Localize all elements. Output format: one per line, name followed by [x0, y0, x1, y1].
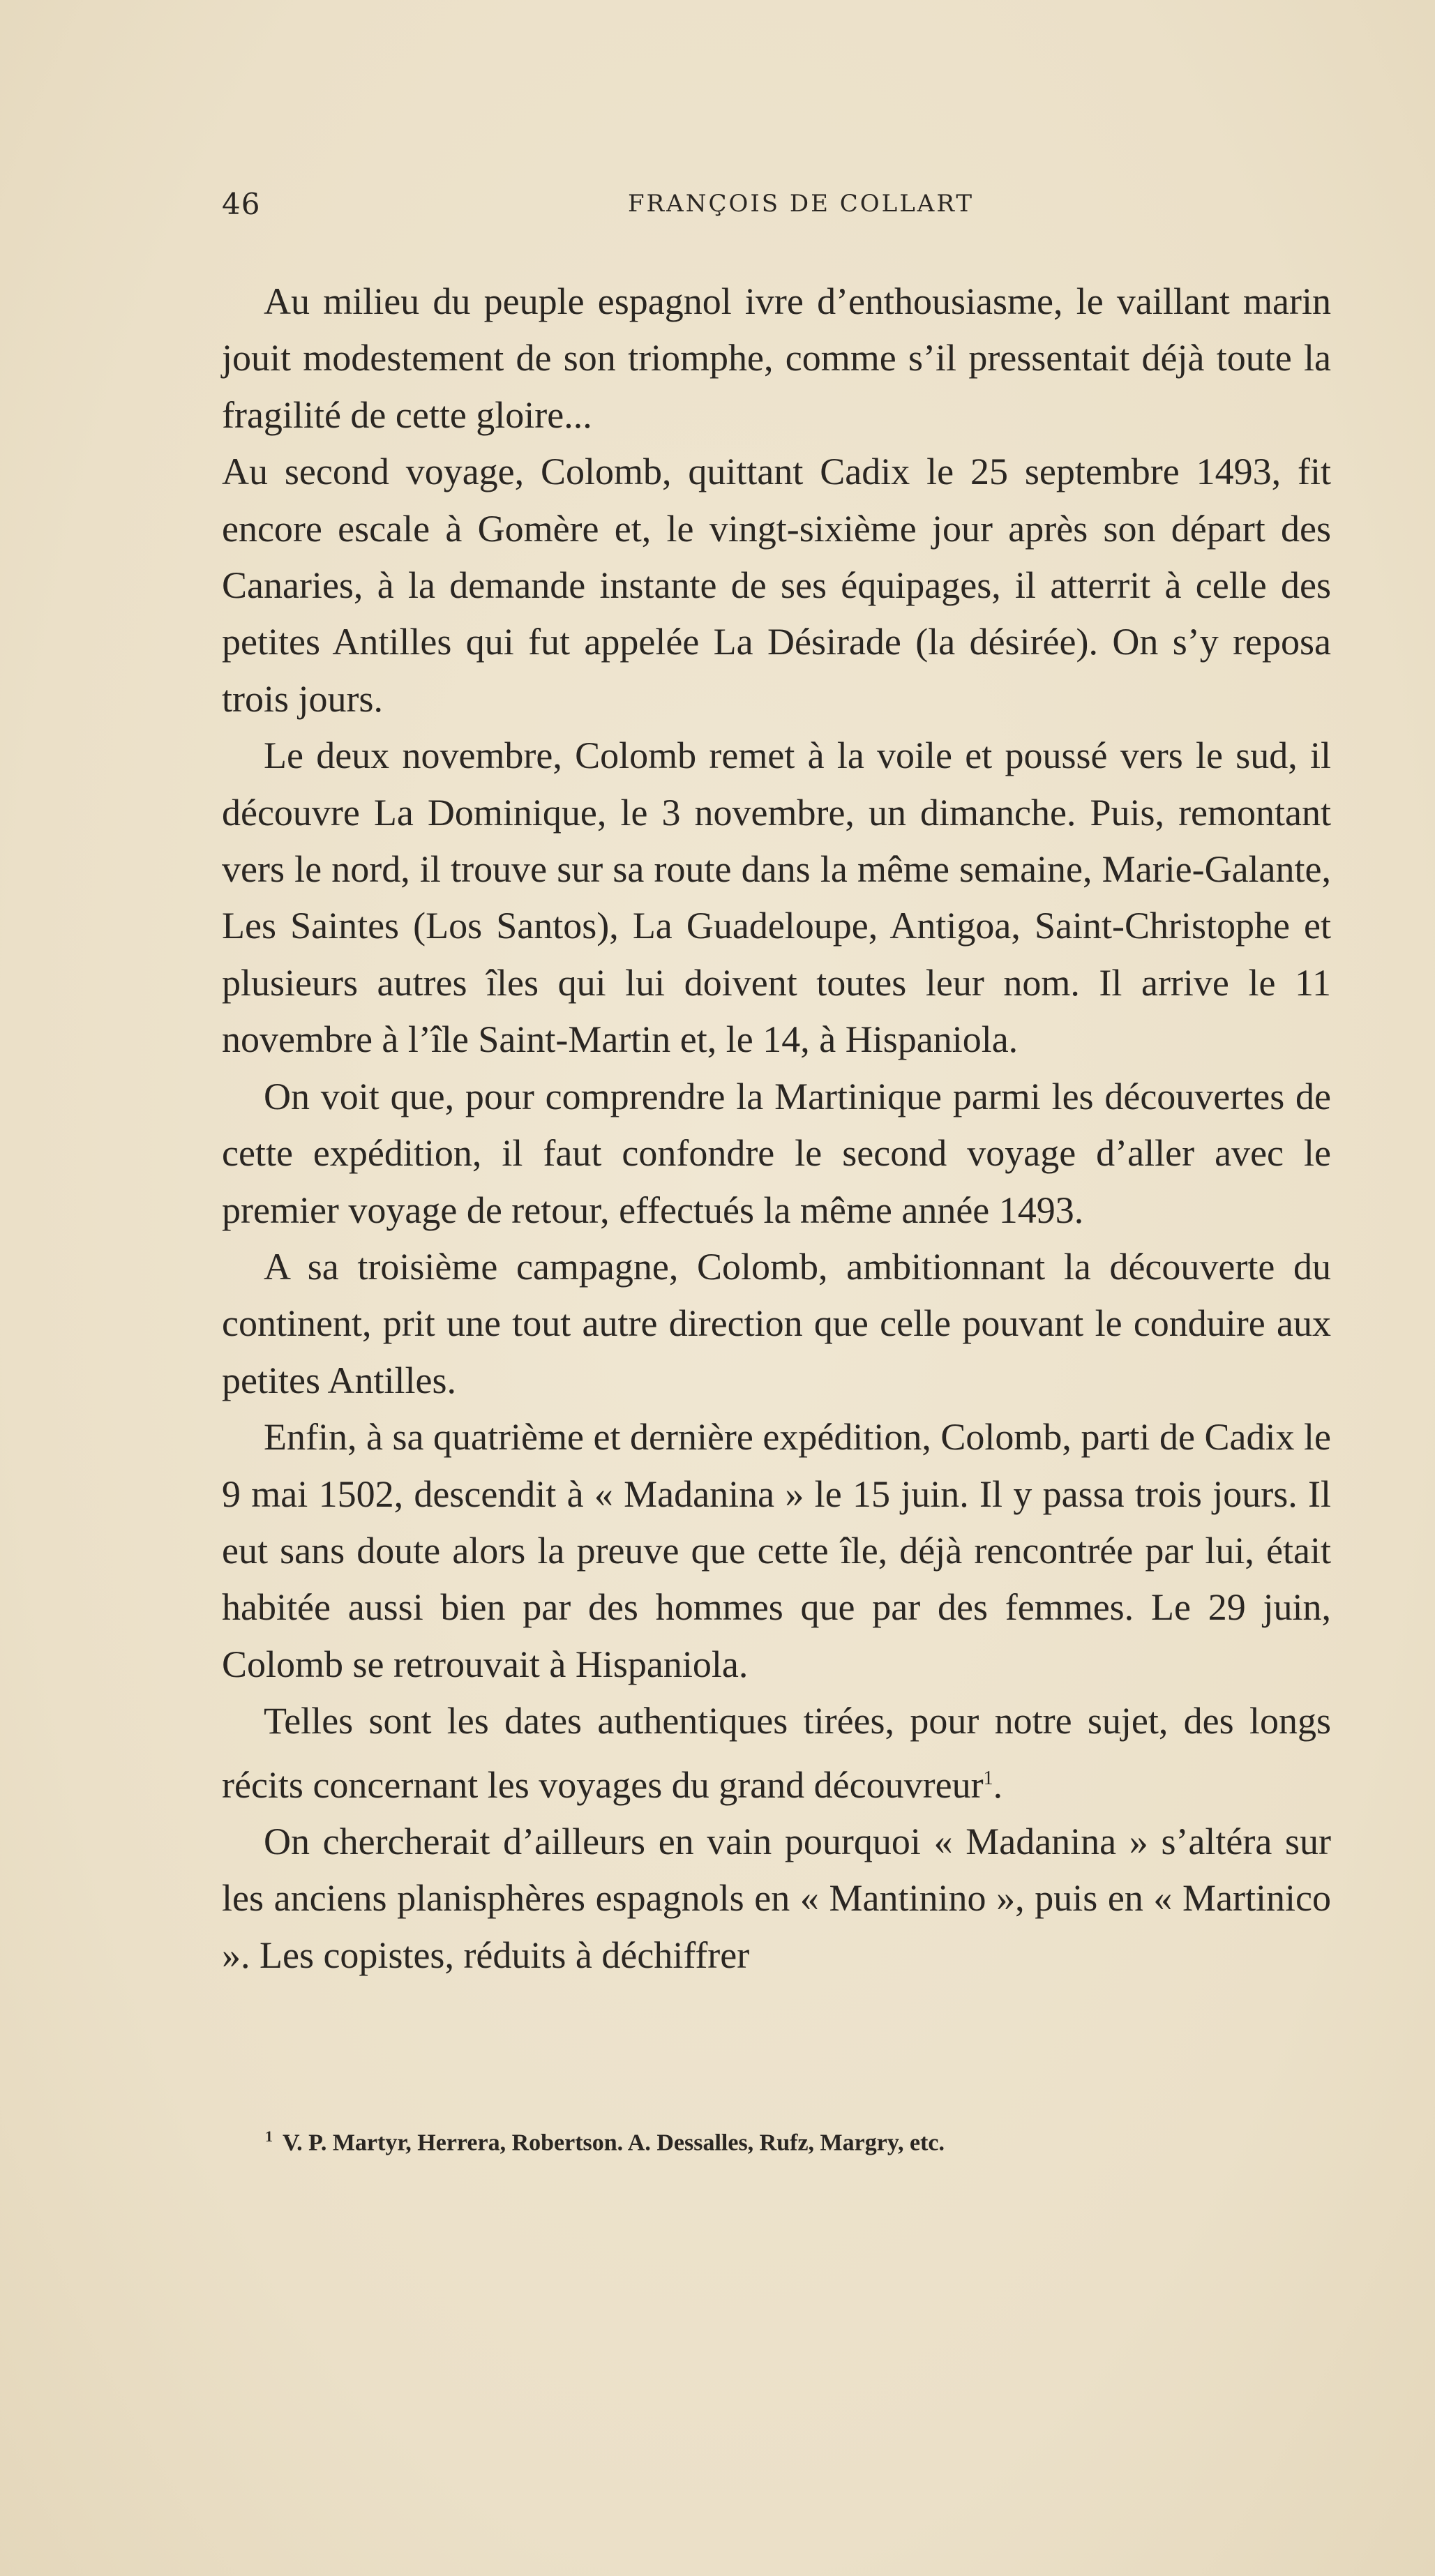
paragraph: On voit que, pour comprendre la Martinique parmi les découvertes de cette expédition, il faut confondre le second voyage d’aller avec le premier voyage de retour, effectués la même année 1493.	[222, 1075, 1331, 1231]
paragraph: Au milieu du peuple espagnol ivre d’enthousiasme, le vaillant marin jouit modestement de son triomphe, comme s’il pressentait déjà toute la fragilité de cette gloire...	[222, 280, 1331, 436]
footnote-text: V. P. Martyr, Herrera, Robertson. A. Dessalles, Rufz, Margry, etc.	[283, 2130, 945, 2156]
page-number: 46	[222, 187, 261, 221]
paragraph: On chercherait d’ailleurs en vain pourquoi « Madanina » s’altéra sur les anciens planisphères espagnols en « Mantinino », puis en « Martinico ». Les copistes, réduits à déchiffrer	[222, 1820, 1331, 1976]
footnote-marker: 1	[265, 2127, 273, 2145]
paragraph-text: Telles sont les dates authentiques tirées, pour notre sujet, des longs récits concernant les voyages du grand découvreur	[222, 1700, 1331, 1806]
paragraph: A sa troisième campagne, Colomb, ambitionnant la découverte du continent, prit une tout autre direction que celle pouvant le conduire aux petites Antilles.	[222, 1245, 1331, 1401]
paragraph: Telles sont les dates authentiques tirées, pour notre sujet, des longs récits concernant les voyages du grand découvreur$^1$.	[222, 1700, 1331, 1806]
paragraph: Au second voyage, Colomb, quittant Cadix le 25 septembre 1493, fit encore escale à Gomère et, le vingt-sixième jour après son départ des Canaries, à la demande instante de ses équipages, il atterrit à celle des petites Antilles qui fut appelée La Désirade (la désirée). On s’y reposa trois jours.	[222, 451, 1331, 720]
paragraph: Enfin, à sa quatrième et dernière expédition, Colomb, parti de Cadix le 9 mai 1502, descendit à « Madanina » le 15 juin. Il y passa trois jours. Il eut sans doute alors la preuve que cette île, déjà rencontrée par lui, était habitée aussi bien par des hommes que par des femmes. Le 29 juin, Colomb se retrouvait à Hispaniola.	[222, 1416, 1331, 1685]
footnote	[265, 2127, 1312, 2156]
body-text	[222, 273, 1331, 1984]
footnote-reference: 1	[983, 1767, 993, 1789]
paragraph: Le deux novembre, Colomb remet à la voile et poussé vers le sud, il découvre La Dominique, le 3 novembre, un dimanche. Puis, remontant vers le nord, il trouve sur sa route dans la même semaine, Marie-Galante, Les Saintes (Los Santos), La Guadeloupe, Antigoa, Saint-Christophe et plusieurs autres îles qui lui doivent toutes leur nom. Il arrive le 11 novembre à l’île Saint-Martin et, le 14, à Hispaniola.	[222, 735, 1331, 1061]
running-head: FRANÇOIS DE COLLART	[627, 190, 975, 218]
page-header	[222, 187, 1338, 229]
